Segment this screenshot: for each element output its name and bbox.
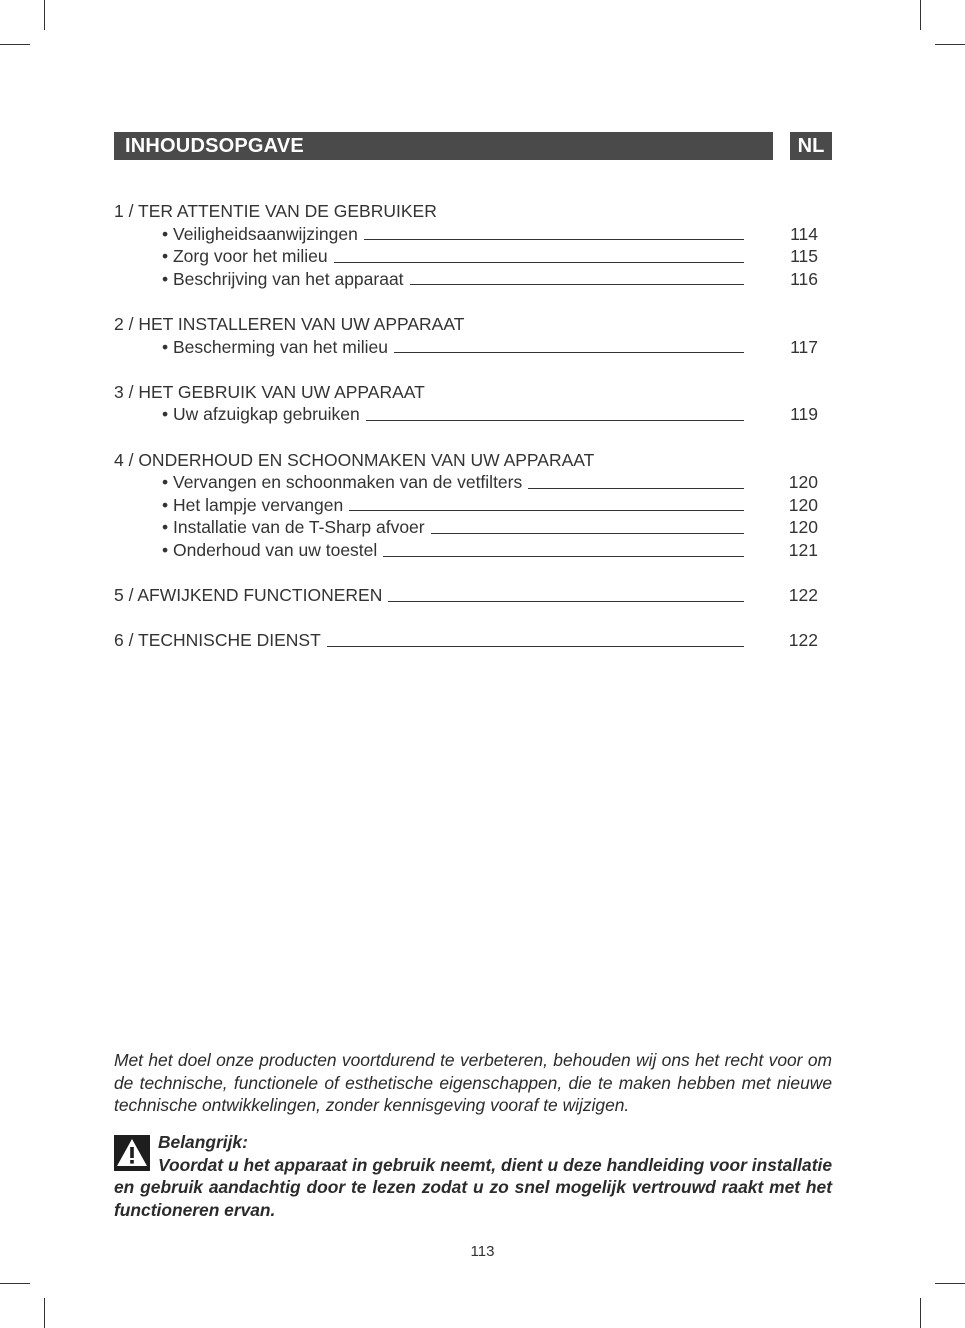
toc-entry-page: 121 bbox=[788, 539, 818, 560]
toc-entry-page: 117 bbox=[790, 336, 818, 357]
disclaimer-text: Met het doel onze producten voortdurend te verbeteren, behouden wij ons het recht voor om de technische, functionele of esthetische eigenschappen, die te maken hebben met nieuwe technische ontwikkelingen, zonder kennisgeving vooraf te wijzigen. bbox=[114, 1050, 832, 1116]
toc-entry-label: • Het lampje vervangen bbox=[162, 495, 349, 515]
toc-entry-label: • Uw afzuigkap gebruiken bbox=[162, 404, 366, 424]
toc-entry[interactable] bbox=[114, 245, 834, 268]
toc-entry-label: • Beschrijving van het apparaat bbox=[162, 269, 410, 289]
toc-entry-page: 115 bbox=[790, 246, 818, 267]
toc-entry-label: • Bescherming van het milieu bbox=[162, 337, 394, 357]
toc-section bbox=[114, 629, 834, 652]
toc-entry-page: 114 bbox=[790, 223, 818, 244]
toc-entry-page: 120 bbox=[788, 517, 818, 538]
toc-section bbox=[114, 584, 834, 607]
toc-entry[interactable] bbox=[114, 268, 834, 291]
toc-entry[interactable] bbox=[114, 494, 834, 517]
toc-entry-label: • Veiligheidsaanwijzingen bbox=[162, 224, 364, 244]
toc-section-title[interactable]: 3 / HET GEBRUIK VAN UW APPARAAT bbox=[114, 381, 834, 404]
leader-line bbox=[410, 284, 744, 285]
crop-mark bbox=[0, 1283, 30, 1284]
toc-entry-label: • Onderhoud van uw toestel bbox=[162, 540, 383, 560]
leader-line bbox=[394, 352, 744, 353]
leader-line bbox=[327, 646, 744, 647]
toc-entry-page: 119 bbox=[790, 404, 818, 425]
crop-mark bbox=[44, 0, 45, 30]
language-badge: NL bbox=[790, 132, 832, 160]
toc-entry-page: 120 bbox=[788, 472, 818, 493]
important-text: Voordat u het apparaat in gebruik neemt, dient u deze handleiding voor installatie en gebruik aandachtig door te lezen zodat u zo snel mogelijk vertrouwd raakt met het functioneren ervan. bbox=[114, 1154, 832, 1220]
leader-line bbox=[364, 239, 744, 240]
toc-section-title[interactable]: 1 / TER ATTENTIE VAN DE GEBRUIKER bbox=[114, 200, 834, 223]
leader-line bbox=[349, 510, 744, 511]
toc-entry-label: • Vervangen en schoonmaken van de vetfilters bbox=[162, 472, 528, 492]
toc-entry-page: 120 bbox=[788, 494, 818, 515]
toc-entry[interactable] bbox=[114, 516, 834, 539]
crop-mark bbox=[920, 0, 921, 30]
toc-entry-page: 122 bbox=[788, 630, 818, 651]
toc-entry[interactable] bbox=[114, 403, 834, 426]
crop-mark bbox=[920, 1298, 921, 1328]
leader-line bbox=[388, 601, 744, 602]
warning-icon bbox=[114, 1135, 150, 1171]
toc-entry[interactable] bbox=[114, 539, 834, 562]
important-notice bbox=[114, 1131, 832, 1221]
page-number: 113 bbox=[470, 1243, 495, 1260]
toc-entry-page: 122 bbox=[788, 585, 818, 606]
leader-line bbox=[366, 420, 744, 421]
crop-mark bbox=[44, 1298, 45, 1328]
page-title: INHOUDSOPGAVE bbox=[114, 132, 773, 160]
toc-section bbox=[114, 381, 834, 426]
toc-section bbox=[114, 200, 834, 290]
leader-line bbox=[383, 556, 744, 557]
toc-entry[interactable] bbox=[114, 336, 834, 359]
toc-entry-label: • Zorg voor het milieu bbox=[162, 246, 334, 266]
leader-line bbox=[431, 533, 744, 534]
toc-entry[interactable] bbox=[114, 223, 834, 246]
crop-mark bbox=[935, 1283, 965, 1284]
toc-entry-page: 116 bbox=[790, 268, 818, 289]
toc-section-title[interactable]: 4 / ONDERHOUD EN SCHOONMAKEN VAN UW APPARAAT bbox=[114, 449, 834, 472]
toc-section-title[interactable]: 5 / AFWIJKEND FUNCTIONEREN 122 bbox=[114, 585, 818, 606]
toc-section bbox=[114, 449, 834, 562]
table-of-contents bbox=[114, 200, 834, 674]
leader-line bbox=[528, 488, 744, 489]
crop-mark bbox=[935, 44, 965, 45]
toc-entry[interactable] bbox=[114, 471, 834, 494]
important-title: Belangrijk: bbox=[158, 1132, 248, 1152]
leader-line bbox=[334, 262, 744, 263]
toc-section-title[interactable]: 6 / TECHNISCHE DIENST 122 bbox=[114, 630, 818, 651]
toc-section bbox=[114, 313, 834, 358]
crop-mark bbox=[0, 44, 30, 45]
toc-section-title[interactable]: 2 / HET INSTALLEREN VAN UW APPARAAT bbox=[114, 313, 834, 336]
toc-entry-label: • Installatie van de T-Sharp afvoer bbox=[162, 517, 431, 537]
